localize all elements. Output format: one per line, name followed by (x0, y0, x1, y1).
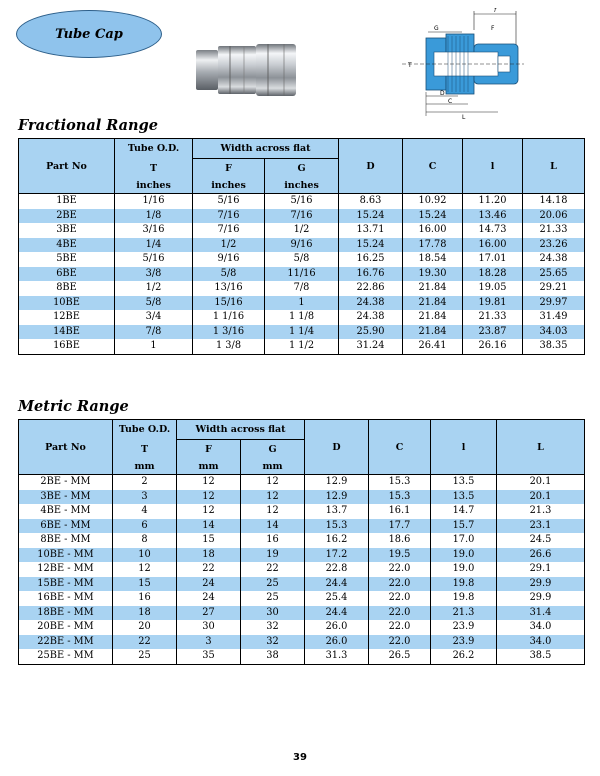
table-cell: 7/16 (265, 209, 339, 224)
table-cell: 9/16 (193, 252, 265, 267)
dim-label-f: f (494, 8, 497, 14)
table-cell: 15.3 (369, 475, 431, 490)
table-cell: 29.97 (523, 296, 585, 311)
product-photo (194, 38, 300, 104)
table-cell: 12 (177, 504, 241, 519)
header-t: T (113, 440, 177, 460)
table-cell: 7/16 (193, 223, 265, 238)
table-cell: 23.26 (523, 238, 585, 253)
header-width-across-flat: Width across flat (193, 139, 339, 159)
table-cell: 34.0 (497, 620, 585, 635)
unit-g: inches (265, 179, 339, 194)
table-cell: 10 (113, 548, 177, 563)
table-cell: 12.9 (305, 475, 369, 490)
table-cell: 26.41 (403, 339, 463, 354)
table-cell: 16.2 (305, 533, 369, 548)
table-cell: 18.6 (369, 533, 431, 548)
table-cell: 23.1 (497, 519, 585, 534)
table-cell: 21.84 (403, 310, 463, 325)
part-number-cell: 10BE (19, 296, 115, 311)
table-cell: 19 (241, 548, 305, 563)
header-d: D (339, 139, 403, 194)
table-cell: 27 (177, 606, 241, 621)
table-row (19, 635, 585, 650)
table-row (19, 194, 585, 209)
table-cell: 1/8 (115, 209, 193, 224)
fractional-section-title: Fractional Range (18, 117, 158, 134)
header-c: C (403, 139, 463, 194)
table-cell: 3/8 (115, 267, 193, 282)
table-row (19, 339, 585, 354)
table-cell: 25 (113, 649, 177, 664)
header-f: F (177, 440, 241, 460)
part-number-cell: 8BE (19, 281, 115, 296)
table-cell: 16 (241, 533, 305, 548)
part-number-cell: 8BE - MM (19, 533, 113, 548)
header-l: L (523, 139, 585, 194)
table-cell: 5/16 (193, 194, 265, 209)
table-cell: 1/2 (115, 281, 193, 296)
table-cell: 19.05 (463, 281, 523, 296)
part-number-cell: 16BE (19, 339, 115, 354)
table-cell: 5/8 (193, 267, 265, 282)
part-number-cell: 14BE (19, 325, 115, 340)
table-cell: 22 (113, 635, 177, 650)
table-cell: 20.06 (523, 209, 585, 224)
table-cell: 8 (113, 533, 177, 548)
table-row (19, 649, 585, 664)
table-cell: 23.9 (431, 635, 497, 650)
table-cell: 16 (113, 591, 177, 606)
table-cell: 16.00 (403, 223, 463, 238)
table-cell: 15 (177, 533, 241, 548)
dim-label-T: T (408, 62, 412, 69)
table-cell: 16.00 (463, 238, 523, 253)
dim-label-g: G (434, 25, 439, 32)
part-number-cell: 6BE (19, 267, 115, 282)
table-row (19, 310, 585, 325)
part-number-cell: 16BE - MM (19, 591, 113, 606)
table-cell: 22.0 (369, 606, 431, 621)
table-cell: 15.3 (369, 490, 431, 505)
dim-label-D: D (440, 90, 445, 97)
part-number-cell: 15BE - MM (19, 577, 113, 592)
page-title: Tube Cap (55, 26, 123, 42)
table-cell: 13.5 (431, 490, 497, 505)
header-l: L (497, 420, 585, 475)
table-cell: 7/8 (265, 281, 339, 296)
table-cell: 19.8 (431, 591, 497, 606)
table-cell: 11.20 (463, 194, 523, 209)
table-cell: 29.1 (497, 562, 585, 577)
table-cell: 21.84 (403, 281, 463, 296)
table-cell: 1 3/16 (193, 325, 265, 340)
table-cell: 16.25 (339, 252, 403, 267)
table-row (19, 533, 585, 548)
table-row (19, 504, 585, 519)
header-tube-od: Tube O.D. (113, 420, 177, 440)
table-cell: 14.18 (523, 194, 585, 209)
header-l-small: l (431, 420, 497, 475)
part-number-cell: 3BE - MM (19, 490, 113, 505)
table-cell: 24.5 (497, 533, 585, 548)
table-cell: 17.78 (403, 238, 463, 253)
table-cell: 12 (177, 490, 241, 505)
table-cell: 19.0 (431, 548, 497, 563)
table-cell: 12 (113, 562, 177, 577)
part-number-cell: 4BE - MM (19, 504, 113, 519)
table-row (19, 490, 585, 505)
table-cell: 24.38 (339, 310, 403, 325)
header-c: C (369, 420, 431, 475)
table-cell: 1/16 (115, 194, 193, 209)
table-cell: 13.7 (305, 504, 369, 519)
table-cell: 24 (177, 577, 241, 592)
unit-f: mm (177, 460, 241, 475)
table-cell: 1/2 (193, 238, 265, 253)
table-cell: 31.49 (523, 310, 585, 325)
part-number-cell: 4BE (19, 238, 115, 253)
table-cell: 7/16 (193, 209, 265, 224)
table-cell: 25.65 (523, 267, 585, 282)
table-cell: 13.71 (339, 223, 403, 238)
table-cell: 26.5 (369, 649, 431, 664)
part-number-cell: 2BE - MM (19, 475, 113, 490)
metric-table (18, 419, 585, 665)
table-row (19, 620, 585, 635)
table-row (19, 252, 585, 267)
dim-label-C: C (448, 98, 453, 105)
table-cell: 24.4 (305, 577, 369, 592)
table-cell: 38.5 (497, 649, 585, 664)
table-cell: 29.21 (523, 281, 585, 296)
table-cell: 31.24 (339, 339, 403, 354)
table-cell: 8.63 (339, 194, 403, 209)
table-cell: 22.8 (305, 562, 369, 577)
table-cell: 19.5 (369, 548, 431, 563)
table-cell: 26.16 (463, 339, 523, 354)
table-cell: 17.01 (463, 252, 523, 267)
table-cell: 22.0 (369, 620, 431, 635)
table-cell: 26.0 (305, 620, 369, 635)
table-row (19, 296, 585, 311)
part-number-cell: 20BE - MM (19, 620, 113, 635)
table-cell: 1 (265, 296, 339, 311)
part-number-cell: 12BE - MM (19, 562, 113, 577)
table-cell: 1/4 (115, 238, 193, 253)
table-cell: 5/16 (265, 194, 339, 209)
table-row (19, 209, 585, 224)
header-width-across-flat: Width across flat (177, 420, 305, 440)
table-cell: 26.6 (497, 548, 585, 563)
part-number-cell: 6BE - MM (19, 519, 113, 534)
table-cell: 1 1/8 (265, 310, 339, 325)
table-cell: 14 (241, 519, 305, 534)
table-cell: 21.3 (431, 606, 497, 621)
table-cell: 34.0 (497, 635, 585, 650)
table-cell: 1 1/16 (193, 310, 265, 325)
table-cell: 22 (177, 562, 241, 577)
header-tube-od: Tube O.D. (115, 139, 193, 159)
dim-label-L: L (462, 114, 466, 120)
table-cell: 15.24 (339, 238, 403, 253)
table-cell: 15.24 (339, 209, 403, 224)
part-number-cell: 18BE - MM (19, 606, 113, 621)
table-cell: 30 (241, 606, 305, 621)
table-cell: 3 (113, 490, 177, 505)
table-cell: 1 1/4 (265, 325, 339, 340)
table-cell: 12 (241, 490, 305, 505)
table-cell: 21.33 (523, 223, 585, 238)
table-cell: 18 (177, 548, 241, 563)
table-cell: 19.0 (431, 562, 497, 577)
table-cell: 13.46 (463, 209, 523, 224)
table-cell: 25.4 (305, 591, 369, 606)
table-cell: 22.0 (369, 577, 431, 592)
table-cell: 18 (113, 606, 177, 621)
table-cell: 12.9 (305, 490, 369, 505)
table-cell: 29.9 (497, 591, 585, 606)
table-cell: 16.76 (339, 267, 403, 282)
table-cell: 25.90 (339, 325, 403, 340)
table-cell: 15.3 (305, 519, 369, 534)
table-cell: 13/16 (193, 281, 265, 296)
table-cell: 2 (113, 475, 177, 490)
table-cell: 20.1 (497, 490, 585, 505)
table-cell: 1 1/2 (265, 339, 339, 354)
table-cell: 14.7 (431, 504, 497, 519)
table-row (19, 281, 585, 296)
table-cell: 38.35 (523, 339, 585, 354)
table-cell: 12 (241, 475, 305, 490)
table-cell: 17.0 (431, 533, 497, 548)
table-cell: 24 (177, 591, 241, 606)
table-cell: 20.1 (497, 475, 585, 490)
table-cell: 1 3/8 (193, 339, 265, 354)
header-g: G (265, 159, 339, 179)
table-row (19, 475, 585, 490)
table-row (19, 223, 585, 238)
table-row (19, 519, 585, 534)
header-d: D (305, 420, 369, 475)
table-cell: 9/16 (265, 238, 339, 253)
table-cell: 26.0 (305, 635, 369, 650)
table-cell: 4 (113, 504, 177, 519)
table-cell: 18.28 (463, 267, 523, 282)
part-number-cell: 12BE (19, 310, 115, 325)
unit-f: inches (193, 179, 265, 194)
table-cell: 7/8 (115, 325, 193, 340)
table-cell: 16.1 (369, 504, 431, 519)
table-cell: 15/16 (193, 296, 265, 311)
table-cell: 17.2 (305, 548, 369, 563)
table-cell: 26.2 (431, 649, 497, 664)
table-row (19, 606, 585, 621)
table-row (19, 238, 585, 253)
table-cell: 14 (177, 519, 241, 534)
table-cell: 24.4 (305, 606, 369, 621)
table-cell: 1/2 (265, 223, 339, 238)
unit-t: mm (113, 460, 177, 475)
metric-section-title: Metric Range (18, 398, 129, 415)
table-cell: 35 (177, 649, 241, 664)
dim-label-F: F (491, 25, 495, 32)
table-cell: 11/16 (265, 267, 339, 282)
part-number-cell: 10BE - MM (19, 548, 113, 563)
table-cell: 38 (241, 649, 305, 664)
dimension-drawing (398, 8, 526, 120)
header-part-no: Part No (19, 139, 115, 194)
table-cell: 23.87 (463, 325, 523, 340)
table-cell: 3/4 (115, 310, 193, 325)
table-cell: 22.0 (369, 635, 431, 650)
table-cell: 22 (241, 562, 305, 577)
table-cell: 3/16 (115, 223, 193, 238)
part-number-cell: 1BE (19, 194, 115, 209)
header-part-no: Part No (19, 420, 113, 475)
table-cell: 3 (177, 635, 241, 650)
table-cell: 15.7 (431, 519, 497, 534)
table-cell: 5/8 (265, 252, 339, 267)
table-cell: 31.3 (305, 649, 369, 664)
table-cell: 22.86 (339, 281, 403, 296)
table-cell: 1 (115, 339, 193, 354)
table-cell: 12 (177, 475, 241, 490)
unit-g: mm (241, 460, 305, 475)
page-number: 39 (293, 752, 307, 763)
table-cell: 13.5 (431, 475, 497, 490)
table-row (19, 562, 585, 577)
table-cell: 31.4 (497, 606, 585, 621)
table-cell: 22.0 (369, 591, 431, 606)
table-cell: 19.30 (403, 267, 463, 282)
part-number-cell: 25BE - MM (19, 649, 113, 664)
table-cell: 12 (241, 504, 305, 519)
table-cell: 14.73 (463, 223, 523, 238)
table-cell: 25 (241, 577, 305, 592)
table-cell: 21.3 (497, 504, 585, 519)
header-f: F (193, 159, 265, 179)
table-cell: 19.8 (431, 577, 497, 592)
table-cell: 24.38 (523, 252, 585, 267)
table-cell: 30 (177, 620, 241, 635)
fractional-table (18, 138, 585, 355)
table-row (19, 267, 585, 282)
table-cell: 15.24 (403, 209, 463, 224)
table-row (19, 577, 585, 592)
table-cell: 18.54 (403, 252, 463, 267)
table-cell: 6 (113, 519, 177, 534)
table-cell: 21.84 (403, 296, 463, 311)
table-cell: 34.03 (523, 325, 585, 340)
table-cell: 17.7 (369, 519, 431, 534)
part-number-cell: 5BE (19, 252, 115, 267)
table-cell: 19.81 (463, 296, 523, 311)
header-t: T (115, 159, 193, 179)
table-cell: 5/8 (115, 296, 193, 311)
table-cell: 25 (241, 591, 305, 606)
table-cell: 20 (113, 620, 177, 635)
part-number-cell: 2BE (19, 209, 115, 224)
table-cell: 21.33 (463, 310, 523, 325)
table-row (19, 325, 585, 340)
header-g: G (241, 440, 305, 460)
title-badge (16, 10, 162, 58)
table-cell: 29.9 (497, 577, 585, 592)
part-number-cell: 3BE (19, 223, 115, 238)
table-cell: 24.38 (339, 296, 403, 311)
table-cell: 32 (241, 635, 305, 650)
part-number-cell: 22BE - MM (19, 635, 113, 650)
table-cell: 23.9 (431, 620, 497, 635)
table-row (19, 548, 585, 563)
table-row (19, 591, 585, 606)
table-cell: 21.84 (403, 325, 463, 340)
table-cell: 32 (241, 620, 305, 635)
header-l-small: l (463, 139, 523, 194)
table-cell: 10.92 (403, 194, 463, 209)
table-cell: 15 (113, 577, 177, 592)
unit-t: inches (115, 179, 193, 194)
table-cell: 5/16 (115, 252, 193, 267)
table-cell: 22.0 (369, 562, 431, 577)
